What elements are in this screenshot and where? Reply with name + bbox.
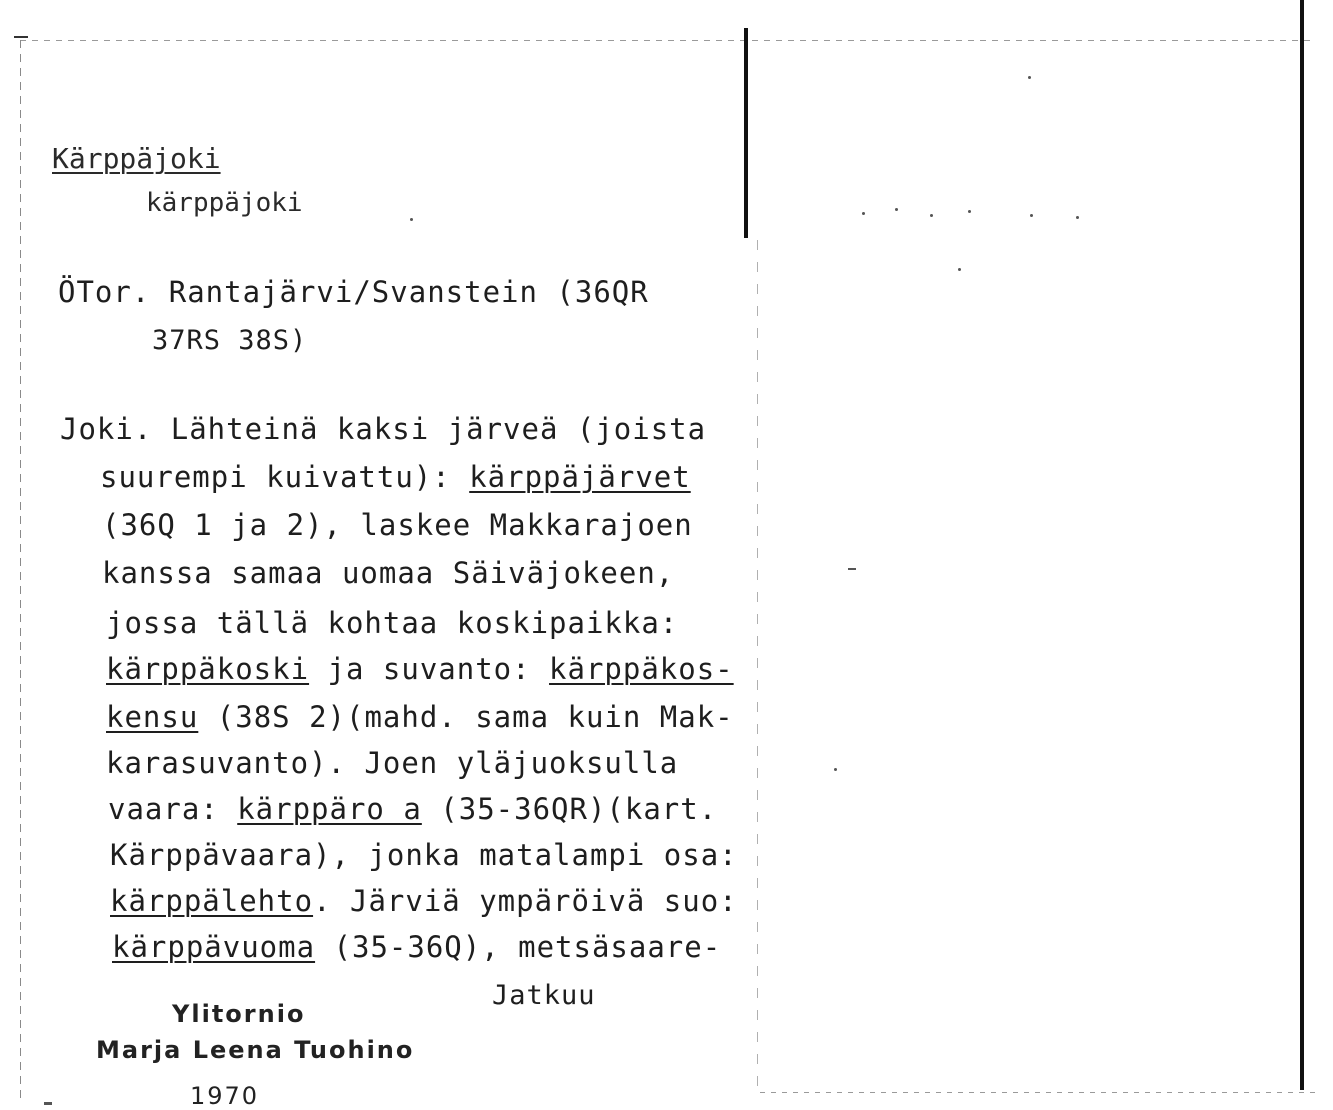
body-line: vaara: kärppäro a (35-36QR)(kart. (108, 792, 718, 826)
card-left-edge (20, 40, 21, 1100)
scan-speck (44, 1102, 52, 1105)
scan-speck (895, 208, 898, 211)
body-line: kanssa samaa uomaa Säiväjokeen, (102, 556, 675, 590)
footer-year: 1970 (190, 1082, 260, 1110)
scan-speck (834, 768, 837, 771)
body-line: jossa tällä kohtaa koskipaikka: (106, 606, 679, 640)
scan-speck (410, 218, 413, 221)
location-line-2: 37RS 38S) (152, 325, 308, 356)
scan-speck (958, 268, 961, 271)
continues-note: Jatkuu (492, 980, 596, 1011)
body-line: Joki. Lähteinä kaksi järveä (joista (60, 412, 707, 446)
body-line: kensu (38S 2)(mahd. sama kuin Mak- (106, 700, 734, 734)
card-bottom-edge (760, 1092, 1320, 1093)
underlined-term: kärppälehto (110, 884, 314, 918)
location-line-1: ÖTor. Rantajärvi/Svanstein (36QR (58, 275, 649, 309)
scan-speck (1030, 214, 1033, 217)
scan-speck (1076, 216, 1079, 219)
card-top-edge (20, 40, 1310, 41)
underlined-term: kensu (106, 700, 199, 734)
column-divider (744, 28, 748, 238)
scan-speck (1028, 76, 1031, 79)
scan-speck (968, 210, 971, 213)
body-line: kärppäkoski ja suvanto: kärppäkos- (106, 652, 734, 686)
footer-parish: Ylitornio (172, 1000, 306, 1028)
body-line: Kärppävaara), jonka matalampi osa: (110, 838, 738, 872)
body-line: kärppälehto. Järviä ympäröivä suo: (110, 884, 738, 918)
underlined-term: kärppäkoski (106, 652, 310, 686)
body-line: karasuvanto). Joen yläjuoksulla (106, 746, 679, 780)
corner-mark (14, 36, 28, 38)
scan-speck (862, 212, 865, 215)
card-title: Kärppäjoki (52, 142, 221, 175)
body-line: kärppävuoma (35-36Q), metsäsaare- (112, 930, 722, 964)
card-right-edge (1300, 0, 1304, 1090)
footer-collector: Marja Leena Tuohino (96, 1036, 415, 1064)
card-title-normalized: kärppäjoki (146, 188, 303, 218)
body-line: (36Q 1 ja 2), laskee Makkarajoen (102, 508, 693, 542)
underlined-term: kärppävuoma (112, 930, 316, 964)
scan-speck (848, 568, 856, 570)
underlined-term: kärppäjärvet (469, 460, 691, 494)
underlined-term: kärppäkos- (549, 652, 734, 686)
body-line: suurempi kuivattu): kärppäjärvet (100, 460, 691, 494)
column-divider-faint (757, 240, 758, 1090)
scan-speck (930, 214, 933, 217)
underlined-term: kärppäro a (237, 792, 422, 826)
